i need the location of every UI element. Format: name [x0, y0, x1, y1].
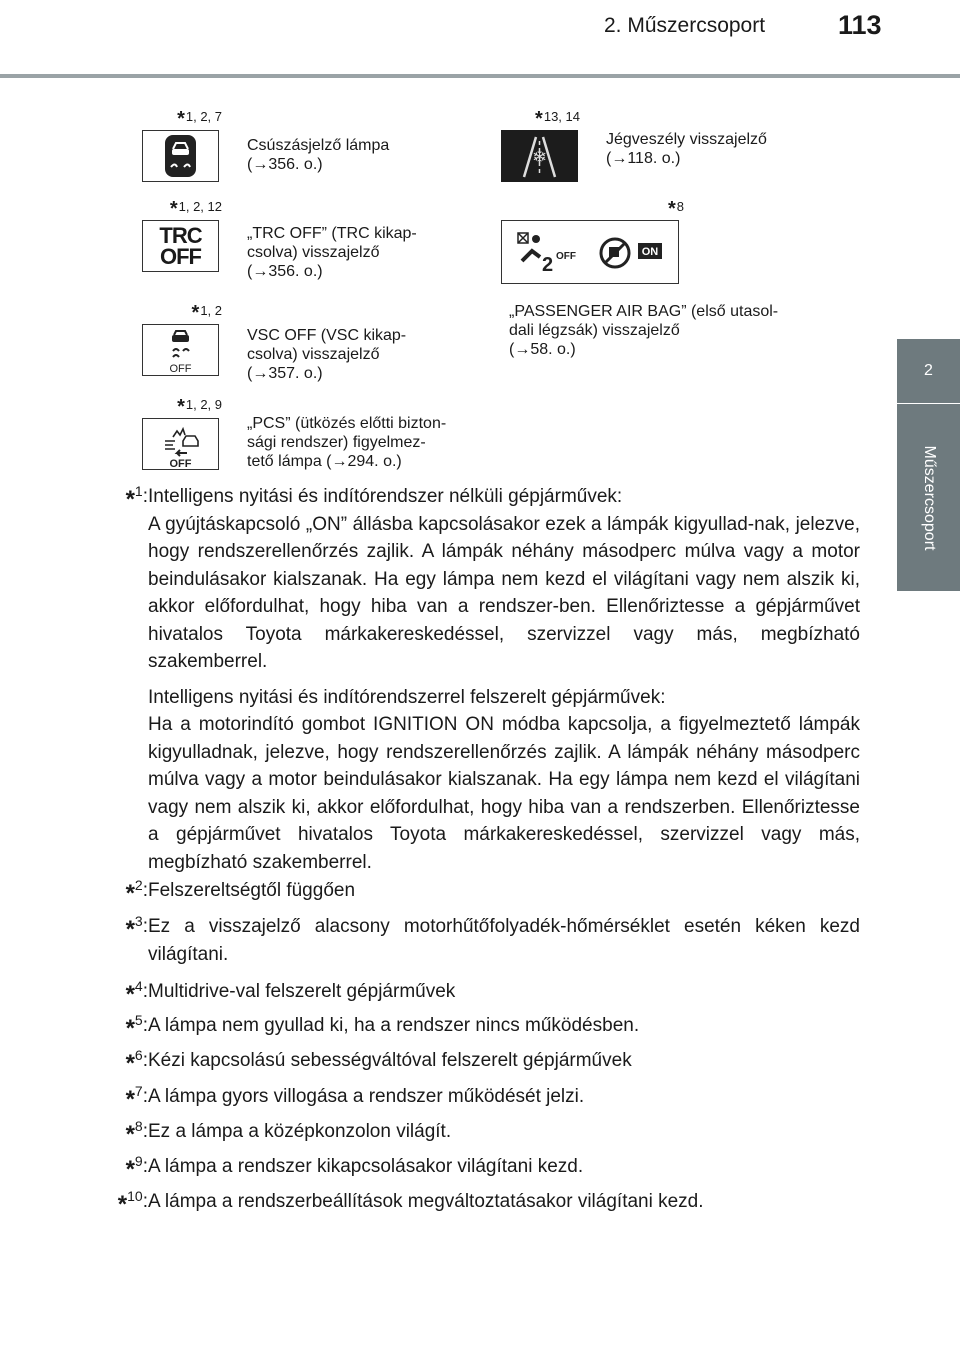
passenger-airbag-box	[501, 220, 679, 284]
header-rule	[0, 74, 960, 78]
indicator-ref: *8	[667, 198, 684, 220]
svg-text:OFF: OFF	[556, 251, 576, 262]
chapter-title: 2. Műszercsoport	[604, 14, 766, 37]
svg-text:2: 2	[542, 254, 554, 276]
indicator-ref: *1, 2, 9	[177, 396, 222, 418]
page-number: 113	[838, 10, 882, 40]
footnote-marker: *$^{10}$:	[117, 1188, 148, 1218]
indicator-ref: *1, 2	[191, 302, 222, 324]
footnote-marker: *$^8$:	[125, 1118, 148, 1148]
pcs-warning-icon	[143, 419, 218, 469]
side-tab-number: 2	[897, 339, 960, 403]
indicator-ref: *1, 2, 7	[177, 108, 222, 130]
slip-indicator-box	[142, 130, 219, 182]
footnote-text: A lámpa a rendszerbeállítások megváltoztatásakor világítani kezd.	[148, 1191, 704, 1212]
footnote-text: Felszereltségtől függően	[148, 880, 356, 901]
passenger-airbag-icon	[502, 221, 678, 283]
footnote-text: Ha a motorindító gombot IGNITION ON módba kapcsolja, a figyelmeztető lámpák kigyulladnak, jelezve, hogy rendszerellenőrzés zajlik. A lámpák néhány másodperc múlva vagy a motor beindulásakor kialszanak. Ha egy lámpa nem kezd el világítani vagy nem alszik ki, akkor előfordulhat, hogy hiba van a rendszerben. Ellenőriztesse a gépjárművet hivatalos Toyota márkakereskedéssel, szervizzel vagy más, megbízható szakemberrel.	[148, 714, 860, 873]
footnote-marker: *$^4$:	[125, 978, 148, 1008]
footnote-marker: *$^9$:	[125, 1153, 148, 1183]
svg-text:ON: ON	[641, 246, 659, 258]
indicator-text: Jégveszély visszajelző (→118. o.)	[606, 131, 767, 167]
footnote-text: A lámpa gyors villogása a rendszer működését jelzi.	[148, 1086, 585, 1107]
footnote-marker: *$^7$:	[125, 1083, 148, 1113]
footnote-marker: *$^6$:	[125, 1047, 148, 1077]
indicator-text: VSC OFF (VSC kikap- csolva) visszajelző (→357. o.)	[247, 327, 407, 382]
indicator-ref: *13, 14	[535, 108, 580, 130]
footnote-text: Ez a visszajelző alacsony motorhűtőfolyadék-hőmérséklet esetén kéken kezd világítani.	[148, 916, 860, 965]
footnote-marker: *$^3$:	[125, 913, 148, 943]
footnote-text: Multidrive-val felszerelt gépjárművek	[148, 981, 456, 1002]
pcs-warning-box	[142, 418, 219, 470]
footnote-text: Kézi kapcsolású sebességváltóval felszerelt gépjárművek	[148, 1050, 632, 1071]
vsc-off-box	[142, 324, 219, 376]
svg-text:OFF: OFF	[169, 363, 192, 375]
footnote-text: A gyújtáskapcsoló „ON” állásba kapcsolásakor ezek a lámpák kigyullad-nak, jelezve, hogy rendszerellenőrzés zajlik. A lámpák néhány másodperc múlva vagy a motor beindulásakor kialszanak. Ha egy lámpa nem kezd el világítani vagy nem alszik ki, akkor előfordulhat, hogy hiba van a rendszer-ben. Ellenőriztesse a gépjárművet hivatalos Toyota márkakereskedéssel, szervizzel vagy más, megbízható szakemberrel.	[148, 513, 860, 672]
ice-warning-box	[501, 130, 578, 182]
vsc-off-icon	[143, 325, 218, 375]
footnote-text: Intelligens nyitási és indítórendszer nélküli gépjárművek:	[148, 486, 623, 507]
indicator-text: „PCS” (ütközés előtti bizton- sági rendszer) figyelmez- tető lámpa (→294. o.)	[247, 415, 447, 470]
trc-off-box	[142, 220, 219, 272]
footnote-text: Intelligens nyitási és indítórendszerrel felszerelt gépjárművek:	[148, 686, 666, 708]
footnote-marker: *$^1$:	[125, 483, 148, 513]
indicator-text: „PASSENGER AIR BAG” (első utasol- dali légzsák) visszajelző (→58. o.)	[509, 303, 779, 358]
svg-text:OFF: OFF	[169, 458, 192, 469]
slip-indicator-icon	[143, 131, 218, 181]
svg-text:❄: ❄	[531, 147, 548, 168]
side-tab-label: Műszercsoport	[920, 445, 938, 550]
footnote-text: Ez a lámpa a középkonzolon világít.	[148, 1121, 452, 1142]
indicator-ref: *1, 2, 12	[169, 198, 222, 220]
indicator-text: „TRC OFF” (TRC kikap- csolva) visszajelző (→356. o.)	[247, 225, 417, 280]
indicator-text: Csúszásjelző lámpa (→356. o.)	[247, 137, 390, 173]
footnote-text: A lámpa nem gyullad ki, ha a rendszer nincs működésben.	[148, 1015, 640, 1036]
ice-warning-icon	[502, 131, 577, 181]
footnote-marker: *$^2$:	[125, 877, 148, 907]
footnote-marker: *$^5$:	[125, 1012, 148, 1042]
side-tab	[897, 404, 960, 591]
trc-off-icon: TRC OFF	[159, 223, 202, 269]
footnote-text: A lámpa a rendszer kikapcsolásakor világítani kezd.	[148, 1156, 584, 1177]
